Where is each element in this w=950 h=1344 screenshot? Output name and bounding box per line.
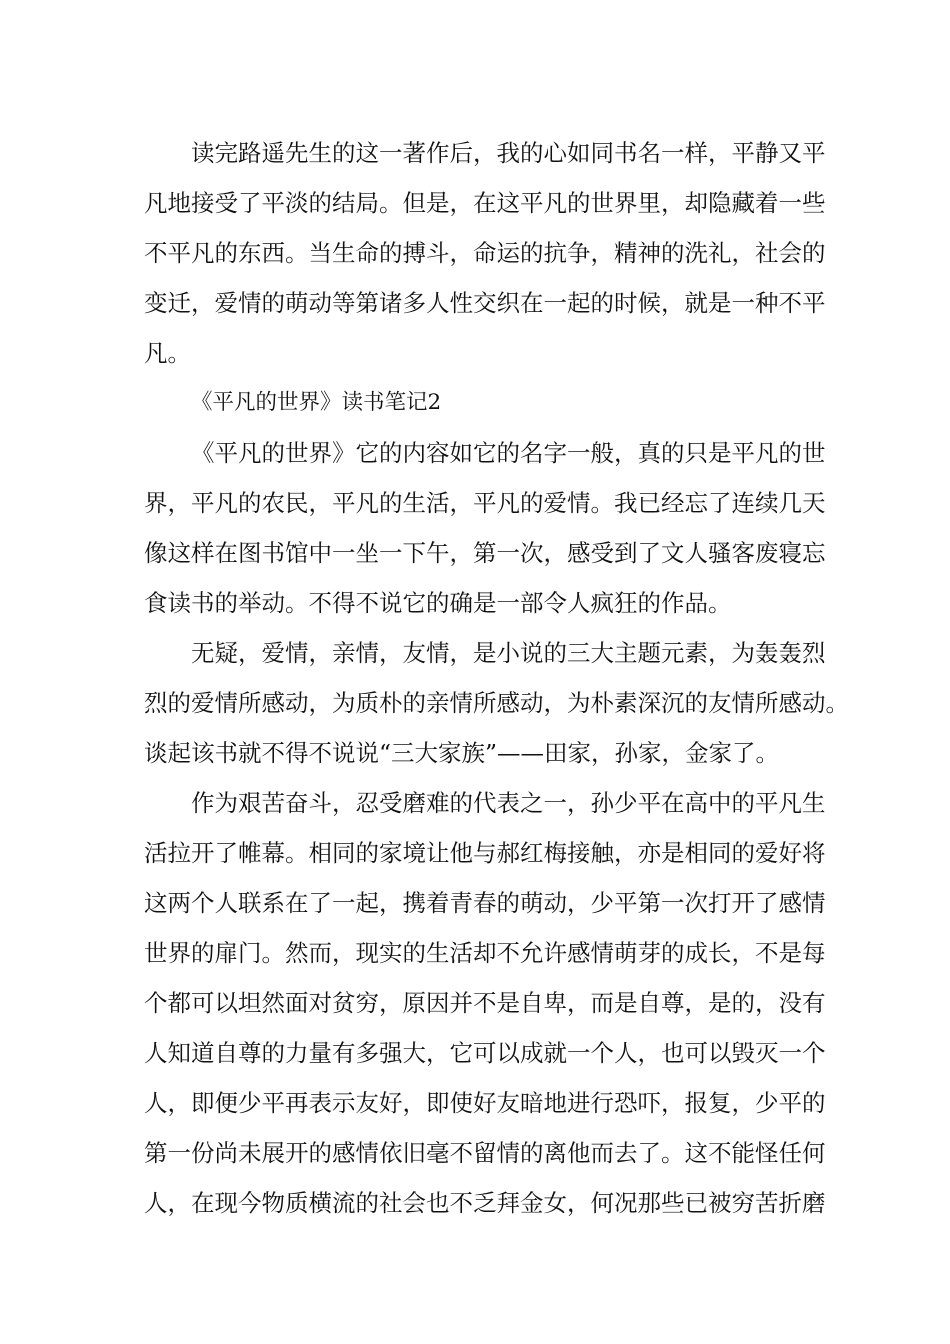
- paragraph-1-line-3: 不平凡的东西。当生命的搏斗，命运的抗争，精神的洗礼，社会的: [144, 239, 826, 267]
- paragraph-4-line-5: 个都可以坦然面对贫穷，原因并不是自卑，而是自尊，是的，没有: [144, 989, 826, 1017]
- paragraph-4-line-7: 人，即便少平再表示友好，即使好友暗地进行恐吓，报复，少平的: [144, 1089, 826, 1117]
- paragraph-4-line-1: 作为艰苦奋斗，忍受磨难的代表之一，孙少平在高中的平凡生: [191, 789, 826, 817]
- paragraph-4-line-6: 人知道自尊的力量有多强大，它可以成就一个人，也可以毁灭一个: [144, 1039, 826, 1067]
- paragraph-3-line-3: 谈起该书就不得不说说“三大家族”——田家，孙家，金家了。: [144, 739, 780, 767]
- paragraph-4-line-2: 活拉开了帷幕。相同的家境让他与郝红梅接触，亦是相同的爱好将: [144, 839, 826, 867]
- paragraph-3-line-2: 烈的爱情所感动，为质朴的亲情所感动，为朴素深沉的友情所感动。: [144, 689, 849, 717]
- paragraph-3-line-1: 无疑，爱情，亲情，友情，是小说的三大主题元素，为轰轰烈: [191, 639, 826, 667]
- paragraph-2-line-3: 像这样在图书馆中一坐一下午，第一次，感受到了文人骚客废寝忘: [144, 539, 826, 567]
- paragraph-2-line-4: 食读书的举动。不得不说它的确是一部令人疯狂的作品。: [144, 589, 732, 617]
- paragraph-2-line-1: 《平凡的世界》它的内容如它的名字一般，真的只是平凡的世: [191, 439, 826, 467]
- paragraph-4-line-8: 第一份尚未展开的感情依旧毫不留情的离他而去了。这不能怪任何: [144, 1139, 826, 1167]
- paragraph-1-line-4: 变迁，爱情的萌动等第诸多人性交织在一起的时候，就是一种不平: [144, 289, 826, 317]
- paragraph-1-line-2: 凡地接受了平淡的结局。但是，在这平凡的世界里，却隐藏着一些: [144, 189, 826, 217]
- paragraph-4-line-4: 世界的扉门。然而，现实的生活却不允许感情萌芽的成长，不是每: [144, 939, 826, 967]
- paragraph-4-line-3: 这两个人联系在了一起，携着青春的萌动，少平第一次打开了感情: [144, 889, 826, 917]
- paragraph-1-line-1: 读完路遥先生的这一著作后，我的心如同书名一样，平静又平: [191, 139, 826, 167]
- paragraph-4-line-9: 人，在现今物质横流的社会也不乏拜金女，何况那些已被穷苦折磨: [144, 1189, 826, 1217]
- paragraph-2-line-2: 界，平凡的农民，平凡的生活，平凡的爱情。我已经忘了连续几天: [144, 489, 826, 517]
- paragraph-1-line-5: 凡。: [144, 339, 191, 367]
- section-heading: 《平凡的世界》读书笔记2: [191, 390, 442, 415]
